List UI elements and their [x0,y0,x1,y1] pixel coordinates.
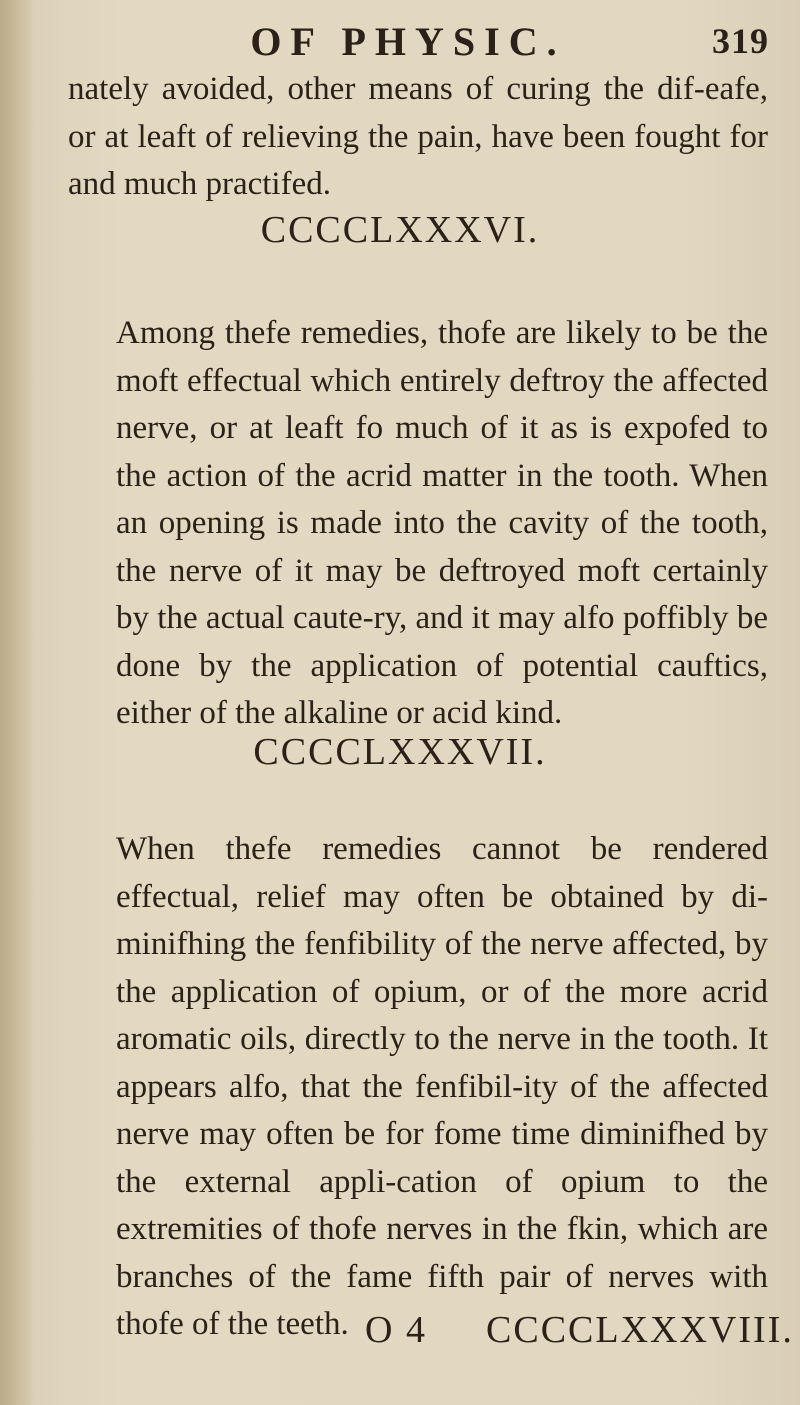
section-heading-386: CCCCLXXXVI. [260,209,540,251]
running-head [0,18,800,68]
paragraph-continued: nately avoided, other means of curing the dif-eafe, or at leaft of relieving the pain, have been fought for and much practifed. [68,71,768,202]
page-footer [0,1308,800,1358]
running-head-title: OF PHYSIC. [250,19,566,64]
page-number: 319 [712,21,769,61]
paragraph-386: Among thefe remedies, thofe are likely to be the moft effectual which entirely deftroy the affected nerve, or at leaft fo much of it as is expofed to the action of the acrid matter in the tooth. When an opening is made into the cavity of the tooth, the nerve of it may be deftroyed moft certainly by the actual caute-ry, and it may alfo poffibly be done by the application of potential cauftics, either of the alkaline or acid kind. [116,315,768,731]
signature-mark: O 4 [365,1309,427,1351]
section-heading-387: CCCCLXXXVII. [253,731,547,773]
catchword: CCCCLXXXVIII. [486,1309,794,1351]
paragraph-387: When thefe remedies cannot be rendered effectual, relief may often be obtained by di-minifhing the fenfibility of the nerve affected, by the application of opium, or of the more acrid aromatic oils, directly to the nerve in the tooth. It appears alfo, that the fenfibil-ity of the affected nerve may often be for fome time diminifhed by the external appli-cation of opium to the extremities of thofe nerves in the fkin, which are branches of the fame fifth pair of nerves with thofe of the teeth. [116,831,768,1342]
